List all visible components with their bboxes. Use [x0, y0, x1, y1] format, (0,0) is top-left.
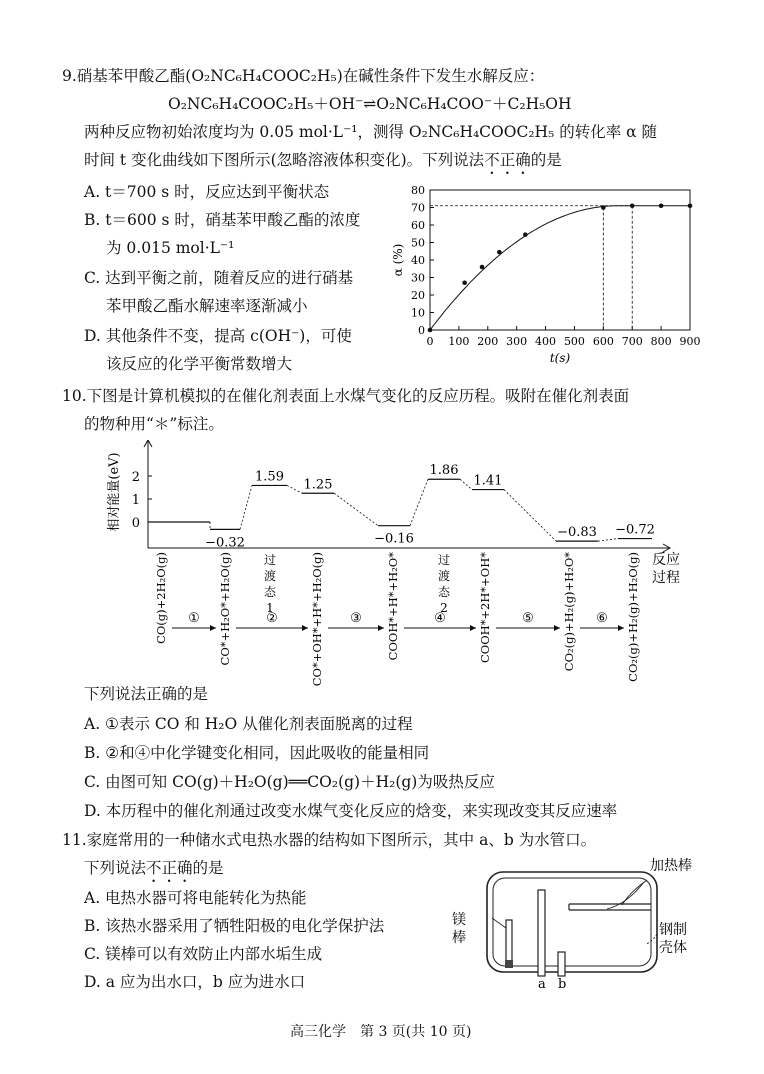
conversion-chart [388, 180, 708, 380]
q9-option-b-line2: 为 0.015 mol·L⁻¹ [106, 239, 235, 257]
energy-value-label: −0.16 [374, 531, 414, 547]
transition-connector [504, 490, 556, 542]
energy-value-label: 1.41 [473, 473, 503, 489]
transition-state-label: 过 [263, 553, 277, 567]
transition-state-label: 过 [437, 553, 451, 567]
q11-option-d: D. a 应为出水口，b 应为进水口 [84, 973, 306, 991]
step-arrowhead [302, 625, 308, 631]
y-axis-label: α (%) [391, 243, 405, 277]
q10-stem-line1: 10.下图是计算机模拟的在催化剂表面上水煤气变化的反应历程。吸附在催化剂表面 [62, 387, 630, 405]
q9-stem-line1: 9.硝基苯甲酸乙酯(O₂NC₆H₄COOC₂H₅)在碱性条件下发生水解反应： [62, 67, 545, 85]
q9-option-d-line1: D. 其他条件不变，提高 c(OH⁻)，可使 [84, 327, 352, 345]
label-shell-1: 钢制 [659, 922, 687, 938]
step-number: ② [266, 611, 278, 626]
transition-state-label: 渡 [263, 569, 277, 583]
emphasis-not-correct: 不正确 [484, 151, 531, 169]
q11-option-a: A. 电热水器可将电能转化为热能 [84, 889, 307, 907]
step-number: ③ [350, 611, 362, 626]
q11-option-c: C. 镁棒可以有效防止内部水垢生成 [84, 945, 323, 963]
water-heater-diagram [432, 852, 692, 1002]
step-arrowhead [554, 625, 560, 631]
plot-frame [430, 190, 690, 330]
transition-connector [334, 493, 378, 525]
x-tick-label: 0 [426, 335, 434, 348]
conversion-curve [430, 206, 690, 330]
transition-connector [460, 479, 472, 489]
x-tick-label: 800 [650, 335, 672, 348]
y-tick-label: 1 [131, 493, 140, 508]
magnesium-rod [506, 920, 512, 962]
y-tick-label: 80 [411, 184, 425, 197]
q9-option-c-line1: C. 达到平衡之前，随着反应的进行硝基 [84, 269, 354, 287]
data-point [480, 265, 485, 270]
data-point [462, 280, 467, 285]
label-a: a [538, 977, 546, 992]
energy-value-label: −0.83 [557, 525, 597, 541]
transition-connector [410, 479, 428, 525]
step-number: ⑤ [522, 611, 534, 626]
q11-stem-line1: 11.家庭常用的一种储水式电热水器的结构如下图所示，其中 a、b 为水管口。 [62, 831, 597, 849]
x-tick-label: 300 [506, 335, 528, 348]
y-tick-label: 50 [411, 236, 425, 250]
q9-option-d-line2: 该反应的化学平衡常数增大 [106, 355, 293, 373]
q9-option-a: A. t＝700 s 时，反应达到平衡状态 [84, 183, 330, 201]
transition-state-label: 态 [437, 585, 451, 599]
data-point [428, 328, 433, 333]
y-tick-label: 0 [418, 324, 425, 337]
data-point [659, 203, 664, 208]
y-tick-label: 20 [411, 289, 425, 302]
step-number: ⑥ [596, 611, 608, 626]
inner-tank [493, 878, 651, 966]
data-point [630, 203, 635, 208]
q9-stem-line3: 两种反应物初始浓度均为 0.05 mol·L⁻¹，测得 O₂NC₆H₄COOC₂H₅ 的转化率 α 随 [84, 123, 658, 141]
energy-value-label: −0.72 [615, 522, 655, 538]
data-point [688, 203, 693, 208]
q10-option-b: B. ②和④中化学键变化相同，因此吸收的能量相同 [84, 744, 430, 762]
q11-option-b: B. 该热水器采用了牺牲阳极的电化学保护法 [84, 917, 385, 935]
species-label: CO₂(g)+H₂(g)+H₂O(g) [626, 552, 640, 682]
q9-stem-line4: 时间 t 变化曲线如下图所示(忽略溶液体积变化)。下列说法不正确的是 [84, 151, 562, 169]
y-axis-label: 相对能量(eV) [107, 452, 122, 532]
label-heater: 加热棒 [650, 858, 692, 874]
y-tick-label: 70 [411, 201, 425, 215]
species-label: CO₂(g)+H₂(g)+H₂O* [562, 552, 576, 672]
x-axis-label-2: 过程 [652, 570, 680, 586]
species-label: COOH*+2H*+OH* [478, 552, 492, 664]
energy-value-label: 1.59 [255, 469, 284, 485]
label-mg-2: 棒 [452, 930, 466, 946]
y-tick-label: 40 [411, 254, 425, 267]
transition-state-label: 渡 [437, 569, 451, 583]
step-arrowhead [210, 625, 216, 631]
q11-stem-line2: 下列说法不正确的是 [84, 859, 224, 877]
x-tick-label: 500 [563, 335, 585, 348]
energy-value-label: −0.32 [205, 535, 245, 551]
x-tick-label: 900 [679, 335, 701, 348]
q9-option-b-line1: B. t＝600 s 时，硝基苯甲酸乙酯的浓度 [84, 211, 361, 229]
species-label: CO*+OH*+H*+H₂O(g) [310, 552, 324, 687]
step-number: ④ [434, 611, 446, 626]
transition-connector [240, 485, 252, 529]
transition-state-label: 1 [266, 601, 274, 615]
y-tick-label: 0 [131, 516, 140, 531]
page-footer: 高三化学 第 3 页(共 10 页) [290, 1024, 472, 1040]
species-label: COOH*+H*+H₂O* [386, 552, 400, 661]
y-tick-label: 60 [411, 219, 425, 232]
y-tick-label: 2 [131, 470, 140, 485]
species-label: CO(g)+2H₂O(g) [154, 552, 168, 644]
data-point [601, 205, 606, 210]
energy-profile-diagram [100, 440, 720, 690]
step-arrowhead [378, 625, 384, 631]
step-number: ① [188, 611, 200, 626]
data-point [497, 250, 502, 255]
transition-connector [598, 539, 618, 542]
q10-option-a: A. ①表示 CO 和 H₂O 从催化剂表面脱离的过程 [84, 715, 413, 733]
data-point [523, 232, 528, 237]
transition-state-label: 2 [440, 601, 448, 615]
q10-option-d: D. 本历程中的催化剂通过改变水煤气变化反应的焓变，来实现改变其反应速率 [84, 802, 618, 820]
energy-value-label: 1.25 [303, 477, 333, 493]
y-tick-label: 10 [411, 306, 425, 320]
step-arrowhead [470, 625, 476, 631]
q10-option-c: C. 由图可知 CO(g)＋H₂O(g)══CO₂(g)＋H₂(g)为吸热反应 [84, 773, 495, 791]
step-arrowhead [618, 625, 624, 631]
pipe-a [538, 890, 545, 976]
q9-option-c-line2: 苯甲酸乙酯水解速率逐渐减小 [106, 297, 308, 315]
x-axis-label: t(s) [549, 351, 571, 365]
x-tick-label: 200 [477, 335, 499, 348]
pipe-b [558, 952, 565, 976]
label-mg-1: 镁 [452, 912, 466, 928]
x-tick-label: 400 [535, 335, 557, 348]
x-tick-label: 100 [448, 335, 470, 348]
label-b: b [558, 977, 567, 992]
x-tick-label: 600 [592, 335, 614, 348]
transition-connector [287, 485, 302, 493]
q10-stem-line2: 的物种用“＊”标注。 [84, 415, 224, 433]
label-shell-2: 壳体 [659, 940, 687, 956]
transition-state-label: 态 [263, 585, 277, 599]
q10-prompt: 下列说法正确的是 [84, 685, 209, 703]
energy-value-label: 1.86 [429, 463, 459, 479]
x-axis-label-1: 反应 [652, 552, 680, 568]
y-tick-label: 30 [411, 271, 425, 285]
emphasis-not-correct: 不正确 [146, 859, 193, 877]
q9-equation: O₂NC₆H₄COOC₂H₅＋OH⁻⇌O₂NC₆H₄COO⁻＋C₂H₅OH [168, 95, 572, 113]
x-tick-label: 700 [621, 335, 643, 348]
species-label: CO*+H₂O*+H₂O(g) [218, 552, 232, 666]
